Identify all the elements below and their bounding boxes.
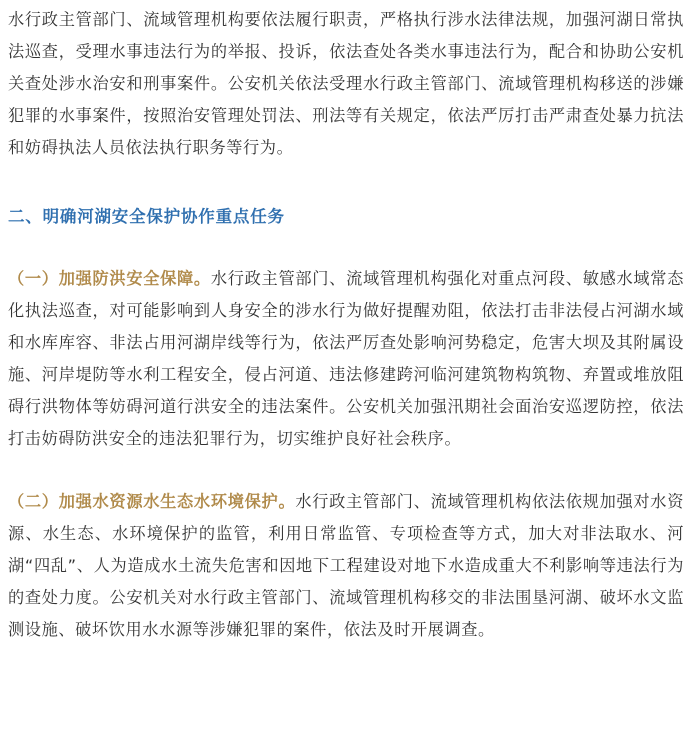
item-lead-water-protection: （二）加强水资源水生态水环境保护。 [8, 492, 296, 511]
item-paragraph-water-protection [8, 455, 684, 646]
intro-paragraph: 水行政主管部门、流域管理机构要依法履行职责，严格执行涉水法律法规，加强河湖日常执法巡查，受理水事违法行为的举报、投诉，依法查处各类水事违法行为，配合和协助公安机关查处涉水治安和刑事案件。公安机关依法受理水行政主管部门、流域管理机构移送的涉嫌犯罪的水事案件，按照治安管理处罚法、刑法等有关规定，依法严厉打击严肃查处暴力抗法和妨碍执法人员依法执行职务等行为。 [8, 10, 684, 157]
section-heading: 二、明确河湖安全保护协作重点任务 [8, 207, 285, 226]
item-lead-flood-safety: （一）加强防洪安全保障。 [8, 269, 211, 288]
item-body-water-protection: 水行政主管部门、流域管理机构依法依规加强对水资源、水生态、水环境保护的监管，利用日常监管、专项检查等方式，加大对非法取水、河湖“四乱”、人为造成水土流失危害和因地下工程建设对地下水造成重大不利影响等违法行为的查处力度。公安机关对水行政主管部门、流域管理机构移交的非法围垦河湖、破坏水文监测设施、破坏饮用水水源等涉嫌犯罪的案件，依法及时开展调查。 [8, 492, 684, 639]
item-body-flood-safety: 水行政主管部门、流域管理机构强化对重点河段、敏感水域常态化执法巡查，对可能影响到人身安全的涉水行为做好提醒劝阻，依法打击非法侵占河湖水域和水库库容、非法占用河湖岸线等行为，依法严厉查处影响河势稳定，危害大坝及其附属设施、河岸堤防等水利工程安全，侵占河道、违法修建跨河临河建筑物构筑物、弃置或堆放阻碍行洪物体等妨碍河道行洪安全的违法案件。公安机关加强汛期社会面治安巡逻防控，依法打击妨碍防洪安全的违法犯罪行为，切实维护良好社会秩序。 [8, 269, 684, 448]
item-paragraph-flood-safety [8, 233, 684, 455]
